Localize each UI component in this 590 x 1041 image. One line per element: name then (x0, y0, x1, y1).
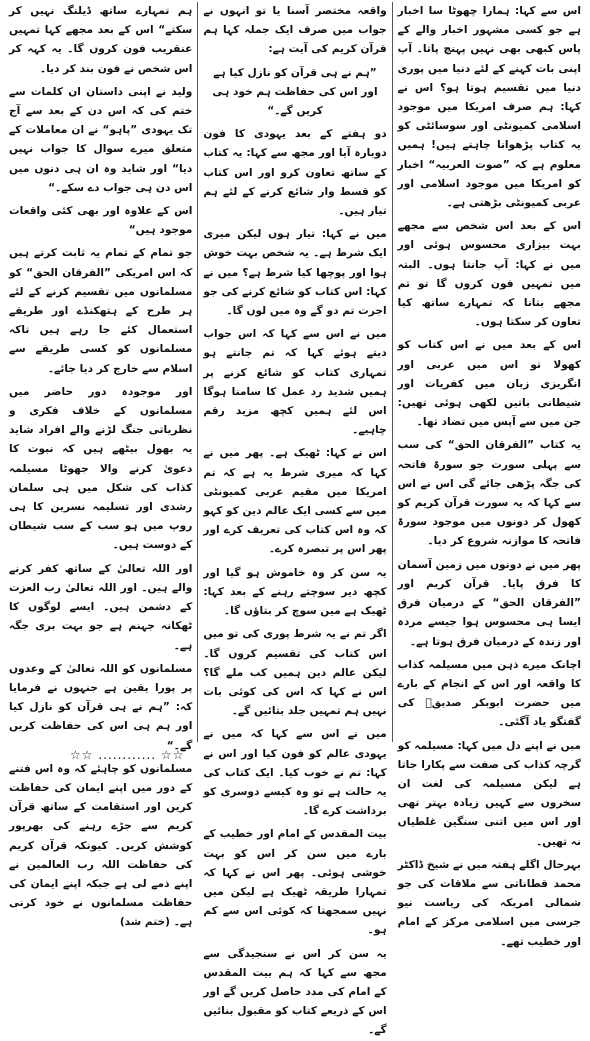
column-right (393, 2, 586, 948)
article-columns (4, 2, 586, 1037)
paragraph: مسلمانوں کو چاہئے کہ وہ اس فتنے کے دور میں اپنے ایمان کی حفاظت کریں اور استقامت کے ساتھ قرآن کریم سے جڑے رہنے کی بھرپور کوشش کریں۔ کیونکہ قرآن کریم کی حفاظت اللہ رب العالمین نے اپنے ذمے لی ہے جبکہ اپنے ایمان کی حفاظت مسلمانوں نے خود کرنی ہے۔ (ختم شد) (9, 762, 193, 929)
paragraph: یہ سن کر اس نے سنجیدگی سے مجھ سے کہا کہ ہم بیت المقدس کے امام کی مدد حاصل کریں گے اور اس کے ذریعے کتاب کو مقبول بنائیں گے۔ (203, 947, 387, 1037)
paragraph: واقعہ مختصر آسنا یا تو انہوں نے جواب میں صرف ایک جملہ کہا ہم قرآن کریم کی آیت ہے: (203, 5, 387, 56)
paragraph: اس نے کہا: ٹھیک ہے۔ پھر میں نے کہا کہ میری شرط یہ ہے کہ تم امریکا میں مقیم عربی کمیونٹی میں سے کسی ایک عالم دین کو کہو کہ وہ اس کتاب کی تعریف کرے اور پھر اس پر تبصرہ کرے۔ (203, 447, 387, 556)
paragraph: اور موجودہ دور حاضر میں مسلمانوں کے خلاف فکری و نظریاتی جنگ لڑنے والے افراد شاید یہ بھول بیٹھے ہیں کہ نبوت کا دعویٰ کرنے والا جھوٹا مسیلمہ کذاب کی شکل میں ہی سلمان رشدی اور تسلیمہ نسرین کا ہی روپ میں ہو سب کے سب شیطان کے دوست ہیں۔ (9, 385, 193, 552)
column-left (4, 2, 198, 929)
paragraph: مسلمانوں کو اللہ تعالیٰ کے وعدوں پر پورا یقین ہے جنہوں نے فرمایا کہ: ”ہم نے ہی قرآن کو نازل کیا اور ہم ہی اس کی حفاظت کریں گے۔“ (9, 662, 193, 752)
paragraph: اور اللہ تعالیٰ کے ساتھ کفر کرنے والے ہیں۔ اور اللہ تعالیٰ رب العزت کے دشمن ہیں۔ ایسے لوگوں کا ٹھکانہ جہنم ہے جو بہت بری جگہ ہے۔ (9, 562, 193, 652)
paragraph: بیت المقدس کے امام اور خطیب کے بارے میں سن کر اس کو بہت خوشی ہوئی۔ پھر اس نے کہا کہ تمہارا طریقہ ٹھیک ہے لیکن میں نہیں سمجھتا کہ کوئی اس سے کم ہو۔ (203, 828, 387, 937)
paragraph: ولید نے اپنی داستان ان کلمات سے ختم کی کہ اس دن کے بعد سے آج تک یہودی ”پاہو“ نے ان معاملات کے متعلق میرے سوال کا جواب نہیں دیا“ اور شاید وہ ان ہی دنوں میں اس دن ہی جواب دے سکے۔“ (9, 85, 193, 194)
paragraph: اچانک میرے ذہن میں مسیلمہ کذاب کا واقعہ اور اس کے انجام کے بارے میں حضرت ابوبکر صدیقؓ کی گفتگو یاد آگئی۔ (397, 658, 581, 729)
paragraph: اس کے علاوہ اور بھی کئی واقعات موجود ہیں“ (9, 205, 193, 237)
paragraph: میں نے کہا: تیار ہوں لیکن میری ایک شرط ہے۔ یہ شخص بہت خوش ہوا اور پوچھا کیا شرط ہے؟ میں نے کہا: اس کتاب کو شائع کرنے کی جو اجرت تم دو گے وہ میں لوں گا۔ (203, 228, 387, 318)
paragraph: دو ہفتے کے بعد یہودی کا فون دوبارہ آیا اور مجھ سے کہا: یہ کتاب کے ساتھ تعاون کرو اور اس کتاب کو قسط وار شائع کرنے کے لئے ہم تیار ہیں۔ (203, 128, 387, 218)
paragraph: میں نے اپنے دل میں کہا: مسیلمہ کو گرچہ کذاب کی صفت سے پکارا جاتا ہے لیکن مسیلمہ کی لغت ان سخروں سے کہیں زیادہ بہتر تھی اور اس میں اتنی سنگین غلطیاں نہ تھیں۔ (397, 739, 581, 848)
paragraph: جو تمام کے تمام یہ ثابت کرتے ہیں کہ اس امریکی ”الفرقان الحق“ کو مسلمانوں میں تقسیم کرنے کے لئے ہر طرح کے ہتھکنڈے اور طریقے استعمال کئے جا رہے ہیں تاکہ مسلمانوں کو کسی طریقے سے اسلام سے خارج کر دیا جائے۔ (9, 247, 193, 375)
column-middle (198, 2, 392, 1037)
paragraph: میں نے اس سے کہا کہ اس جواب دیتے ہوئے کہا کہ تم جانتے ہو تمہاری کتاب کو شائع کرنے پر ہمیں شدید رد عمل کا سامنا ہوگا اس لئے ہمیں کچھ مزید رقم چاہیے۔ (203, 328, 387, 437)
end-ornament: ☆☆ ............ ☆☆ (70, 748, 185, 762)
paragraph: ہم تمہارے ساتھ ڈیلنگ نہیں کر سکتے“ اس کے بعد مجھے کہا تمہیں عنقریب فون کروں گا۔ یہ کہہ کر اس شخص نے فون بند کر دیا۔ (9, 5, 193, 75)
paragraph: بہرحال اگلے ہفتہ میں نے شیخ ڈاکٹر محمد قطاناتی سے ملاقات کی جو شمالی امریکہ کی ریاست نیو جرسی میں اسلامی مرکز کے امام اور خطیب تھے۔ (397, 858, 581, 948)
paragraph: یہ کتاب ”الفرقان الحق“ کی سب سے پہلی سورت جو سورۃ فاتحہ کی جگہ پڑھی جائے گی اس نے اس سے کہا کہ یہ سورت قرآن کریم کو کھول کر دونوں میں موجود سورۃ فاتحہ کا موازنہ شروع کر دیا۔ (397, 439, 581, 548)
paragraph: پھر میں نے دونوں میں زمین آسمان کا فرق پایا۔ قرآن کریم اور ”الفرقان الحق“ کے درمیان فرق ایسا ہی محسوس ہوا جیسے مردہ اور زندہ کے درمیان فرق ہوتا ہے۔ (397, 558, 581, 648)
paragraph: اس کے بعد میں نے اس کتاب کو کھولا تو اس میں عربی اور انگریزی زبان میں کفریات اور شیطانی باتیں لکھی ہوئی تھیں: جن میں سے آپس میں تضاد تھا۔ (397, 339, 581, 429)
paragraph: اگر تم نے یہ شرط پوری کی تو میں اس کتاب کی تقسیم کروں گا۔ لیکن عالم دین ہمیں کب ملے گا؟ اس نے کہا کہ اس کی کوئی بات نہیں ہم تمہیں جلد بتائیں گے۔ (203, 628, 387, 718)
quran-quote: ”ہم نے ہی قرآن کو نازل کیا ہے اور اس کی حفاظت ہم خود ہی کریں گے۔“ (212, 66, 378, 118)
paragraph: میں نے اس سے کہا کہ میں نے یہودی عالم کو فون کیا اور اس نے کہا: تم نے خوب کیا۔ ایک کتاب کی یہ حالت ہے تو وہ کیسے دوسری کو برداشت کرے گا۔ (203, 728, 387, 818)
paragraph: اس سے کہا: ہمارا چھوٹا سا اخبار ہے جو کسی مشہور اخبار والے کے پاس کبھی بھی نہیں پہنچ پاتا۔ آپ اپنی بات کہنے کے لئے دنیا میں پوری دنیا میں تقسیم ہوتا ہو؟ اس نے کہا: ہم صرف امریکا میں موجود اسلامی کمیونٹی اور سوسائٹی کو یہ کتاب پڑھوانا چاہتے ہیں! ہمیں معلوم ہے کہ ”صوت العربیہ“ اخبار کو امریکا میں موجود اسلامی اور عربی کمیونٹی بڑھتی ہے۔ (397, 5, 581, 210)
paragraph: اس کے بعد اس شخص سے مجھے بہت بیزاری محسوس ہوئی اور میں نے کہا: آپ جانتا ہوں۔ البتہ میں تمہیں فون کروں گا تو تم مجھے بتانا کہ تمہارے ساتھ کیا تعاون کر سکتا ہوں۔ (397, 220, 581, 329)
paragraph: یہ سن کر وہ خاموش ہو گیا اور کچھ دیر سوچتے رہنے کے بعد کہا: ٹھیک ہے میں سوچ کر بتاؤں گا۔ (203, 566, 387, 618)
